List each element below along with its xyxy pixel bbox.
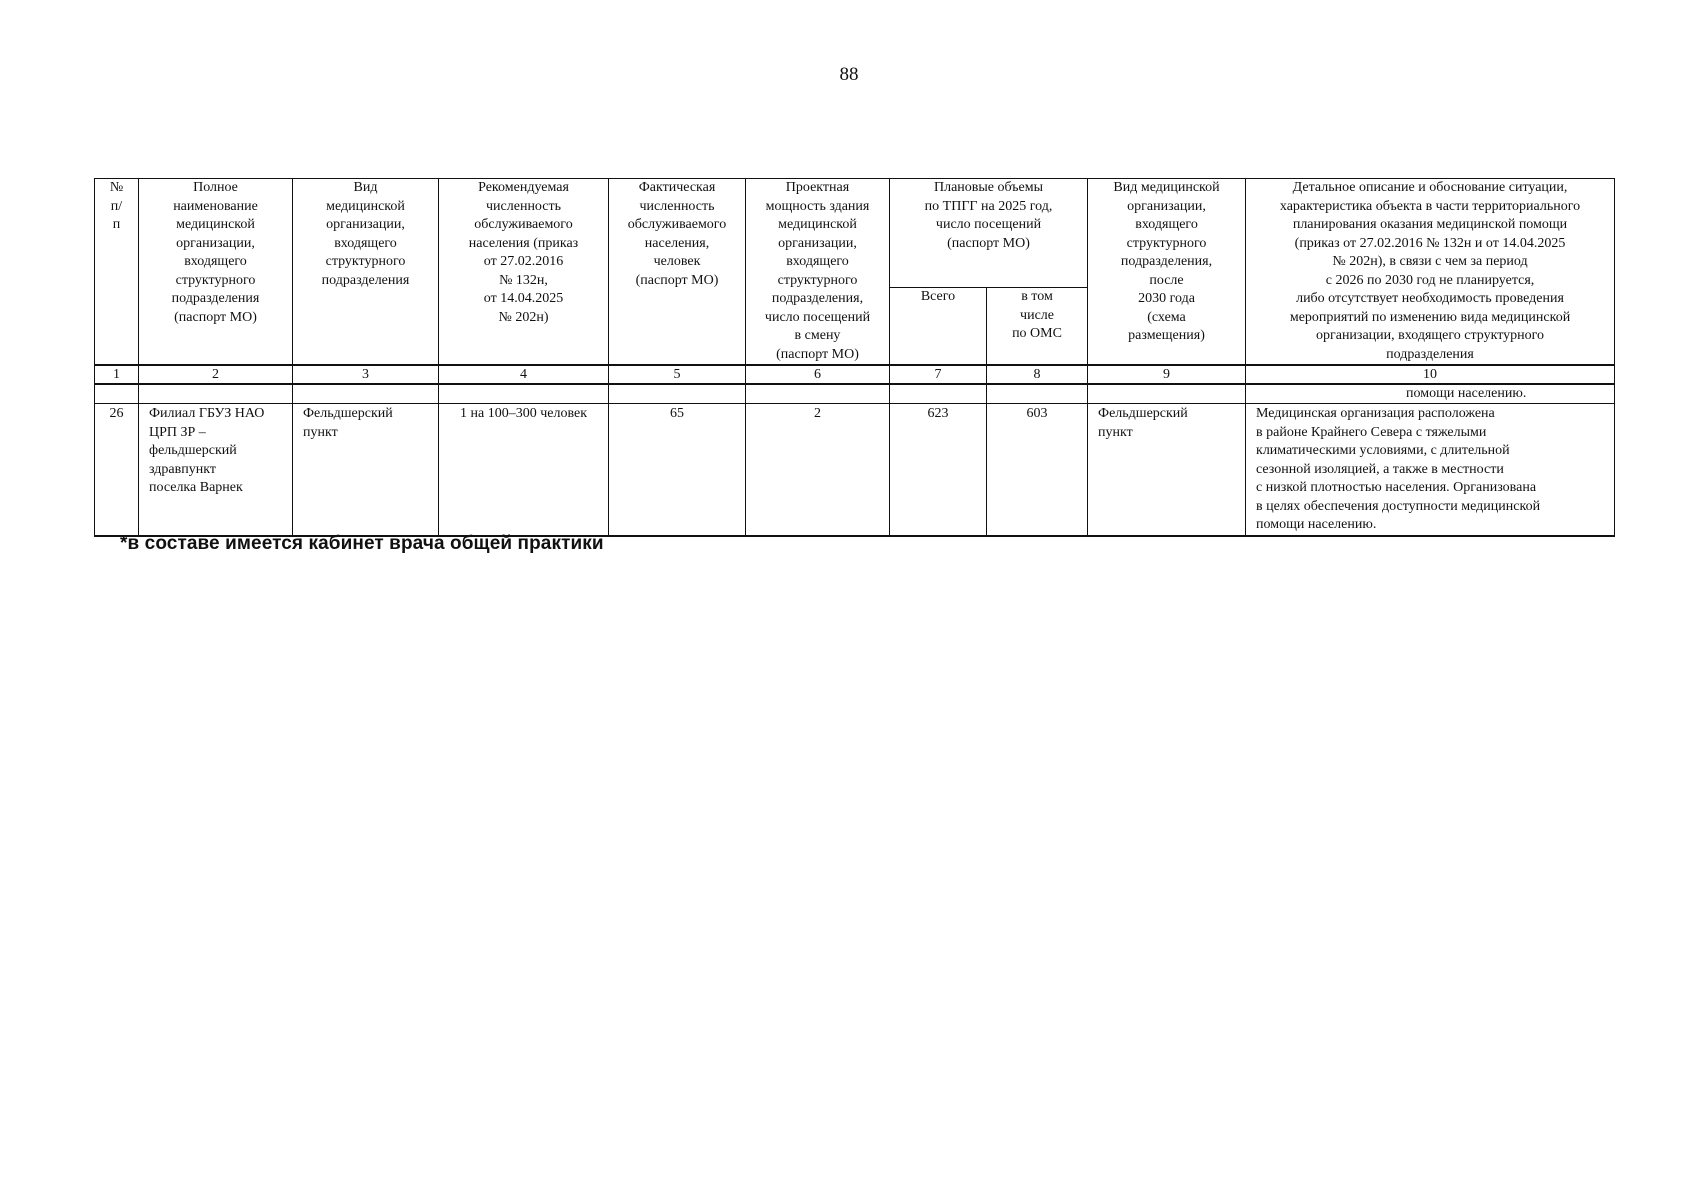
continuation-text: помощи населению.	[1246, 384, 1615, 404]
empty-cell	[890, 384, 987, 404]
column-number: 6	[746, 365, 890, 384]
planned-oms: 603	[987, 404, 1088, 536]
header-full-name: Полное наименование медицинской организации, входящего структурного подразделения (паспорт МО)	[139, 179, 293, 366]
empty-cell	[746, 384, 890, 404]
header-total: Всего	[890, 288, 987, 366]
header-num: № п/ п	[95, 179, 139, 366]
empty-cell	[1088, 384, 1246, 404]
table-row	[95, 404, 1615, 536]
header-actual-population: Фактическая численность обслуживаемого населения, человек (паспорт МО)	[609, 179, 746, 366]
planned-total: 623	[890, 404, 987, 536]
header-planned-volumes: Плановые объемы по ТПГГ на 2025 год, число посещений (паспорт МО)	[890, 179, 1088, 288]
org-type: Фельдшерский пункт	[293, 404, 439, 536]
column-number: 8	[987, 365, 1088, 384]
column-number: 9	[1088, 365, 1246, 384]
header-org-type-after-2030: Вид медицинской организации, входящего структурного подразделения, после 2030 года (схема размещения)	[1088, 179, 1246, 366]
column-number: 10	[1246, 365, 1615, 384]
header-design-capacity: Проектная мощность здания медицинской организации, входящего структурного подразделения, число посещений в смену (паспорт МО)	[746, 179, 890, 366]
empty-cell	[609, 384, 746, 404]
column-number: 4	[439, 365, 609, 384]
column-numbers-row	[95, 365, 1615, 384]
org-type-after-2030: Фельдшерский пункт	[1088, 404, 1246, 536]
recommended-population: 1 на 100–300 человек	[439, 404, 609, 536]
header-org-type: Вид медицинской организации, входящего структурного подразделения	[293, 179, 439, 366]
empty-cell	[139, 384, 293, 404]
empty-cell	[293, 384, 439, 404]
medical-organizations-table	[94, 178, 1615, 537]
row-number: 26	[95, 404, 139, 536]
header-row	[95, 179, 1615, 288]
column-number: 5	[609, 365, 746, 384]
header-description: Детальное описание и обоснование ситуации, характеристика объекта в части территориального планирования оказания медицинской помощи (приказ от 27.02.2016 № 132н и от 14.04.2025 № 202н), в связи с чем за период с 2026 по 2030 год не планируется, либо отсутствует необходимость проведения мероприятий по изменению вида медицинской организации, входящего структурного подразделения	[1246, 179, 1615, 366]
org-name: Филиал ГБУЗ НАО ЦРП ЗР – фельдшерский здравпункт поселка Варнек	[139, 404, 293, 536]
continuation-row	[95, 384, 1615, 404]
empty-cell	[987, 384, 1088, 404]
footnote: *в составе имеется кабинет врача общей практики	[120, 533, 604, 554]
header-recommended-population: Рекомендуемая численность обслуживаемого населения (приказ от 27.02.2016 № 132н, от 14.04.2025 № 202н)	[439, 179, 609, 366]
column-number: 7	[890, 365, 987, 384]
header-oms: в том числе по ОМС	[987, 288, 1088, 366]
empty-cell	[439, 384, 609, 404]
design-capacity: 2	[746, 404, 890, 536]
description: Медицинская организация расположена в районе Крайнего Севера с тяжелыми климатическими условиями, с длительной сезонной изоляцией, а также в местности с низкой плотностью населения. Организована в целях обеспечения доступности медицинской помощи населению.	[1246, 404, 1615, 536]
empty-cell	[95, 384, 139, 404]
column-number: 1	[95, 365, 139, 384]
actual-population: 65	[609, 404, 746, 536]
column-number: 3	[293, 365, 439, 384]
column-number: 2	[139, 365, 293, 384]
page-number: 88	[839, 64, 859, 85]
